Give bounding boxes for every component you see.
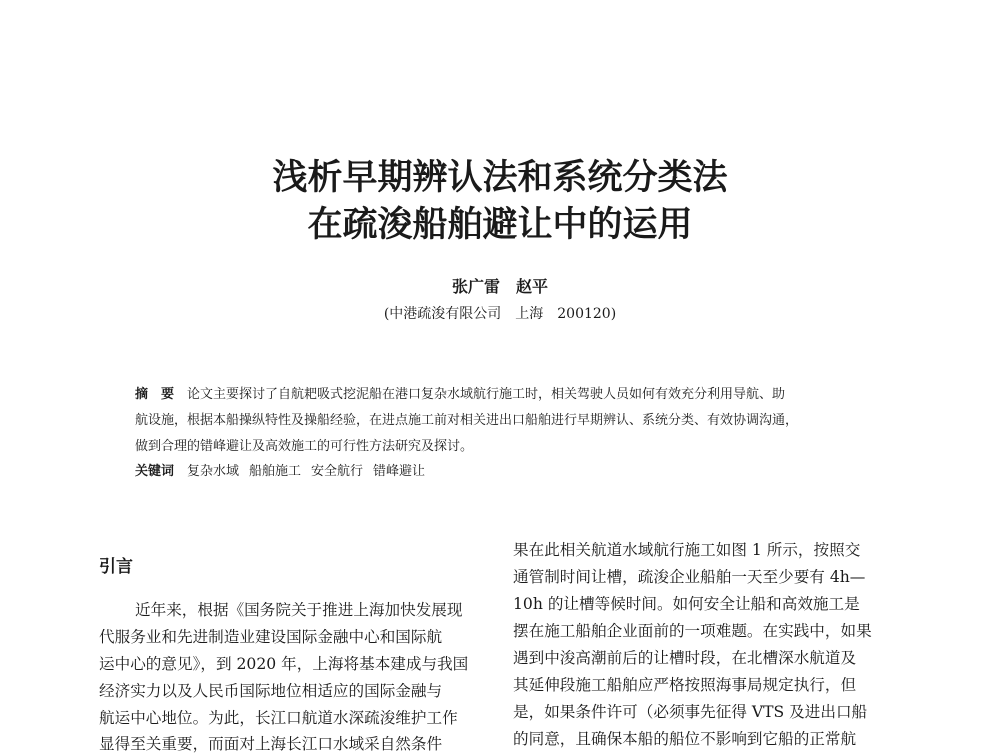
authors: 张广雷 赵平 (451, 277, 548, 296)
paper-title-line-2: 在疏浚船舶避让中的运用 (307, 205, 693, 245)
abstract-line-1 (135, 388, 863, 401)
right-column-line: 其延伸段施工船舶应严格按照海事局规定执行，但 (513, 676, 857, 694)
abstract-line-3: 做到合理的错峰避让及高效施工的可行性方法研究及探讨。 (135, 439, 474, 454)
left-column-line: 经济实力以及人民币国际地位相适应的国际金融与 (99, 682, 443, 700)
abstract-text: 论文主要探讨了自航耙吸式挖泥船在港口复杂水域航行施工时，相关驾驶人员如何有效充分利用导航、助 (187, 387, 786, 402)
keyword: 错峰避让 (373, 464, 426, 479)
keywords-line (135, 465, 863, 478)
left-column-line: 代服务业和先进制造业建设国际金融中心和国际航 (99, 628, 443, 646)
left-column-line: 航运中心地位。为此，长江口航道水深疏浚维护工作 (99, 709, 458, 727)
keyword: 复杂水域 (187, 464, 240, 479)
left-column-line: 运中心的意见》，到 2020 年，上海将基本建成与我国 (99, 655, 469, 673)
keywords-label: 关键词 (135, 464, 175, 479)
right-column-line: 是，如果条件许可（必须事先征得 VTS 及进出口船 (513, 703, 868, 721)
section-heading-introduction: 引言 (99, 557, 133, 577)
keyword: 安全航行 (311, 464, 364, 479)
right-column-line: 遇到中浚高潮前后的让槽时段，在北槽深水航道及 (513, 649, 857, 667)
abstract-line-2: 航设施，根据本船操纵特性及操船经验，在进点施工前对相关进出口船舶进行早期辨认、系统分类、有效协调沟通， (135, 413, 799, 428)
right-column-line: 10h 的让槽等候时间。如何安全让船和高效施工是 (513, 595, 860, 613)
left-column-line: 显得至关重要，而面对上海长江口水域采自然条件 (99, 735, 443, 753)
right-column-line: 的同意，且确保本船的船位不影响到它船的正常航 (513, 730, 857, 748)
affiliation: (中港疏浚有限公司 上海 200120) (383, 306, 617, 322)
left-column-line: 近年来，根据《国务院关于推进上海加快发展现 (135, 601, 463, 619)
abstract-label: 摘 要 (135, 387, 175, 402)
right-column-line: 通管制时间让槽，疏浚企业船舶一天至少要有 4h— (513, 568, 866, 586)
keyword: 船舶施工 (249, 464, 302, 479)
right-column-line: 摆在施工船舶企业面前的一项难题。在实践中，如果 (513, 622, 872, 640)
paper-title-line-1: 浅析早期辨认法和系统分类法 (272, 158, 728, 198)
right-column-line: 果在此相关航道水域航行施工如图 1 所示，按照交 (513, 541, 861, 559)
